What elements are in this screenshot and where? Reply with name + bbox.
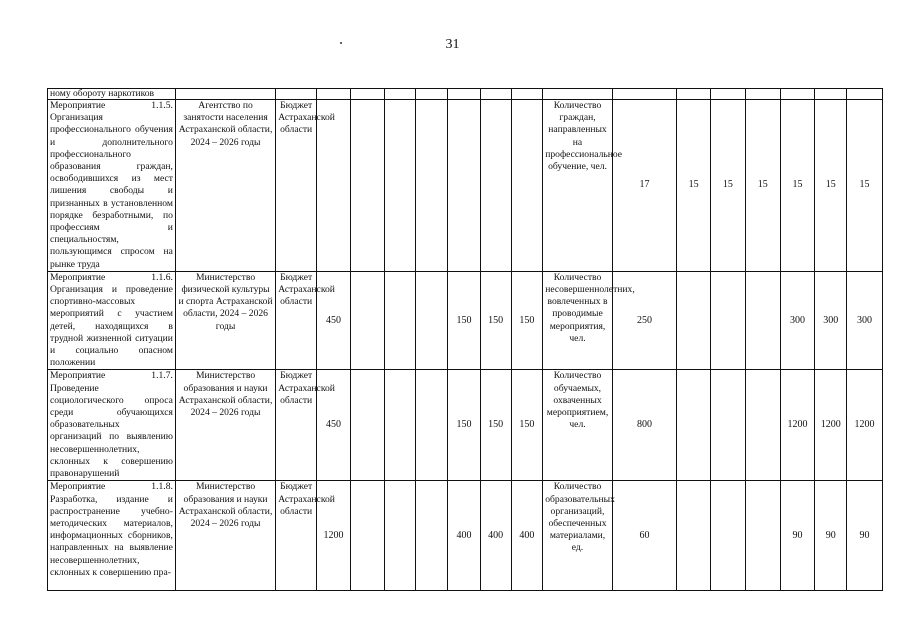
empty-cell <box>543 89 613 100</box>
indicator-cell: Количество граждан, направленных на профессиональное обучение, чел. <box>543 100 613 272</box>
funding-2024-cell <box>448 100 481 272</box>
indicator-value: 15 <box>847 100 883 272</box>
indicator-value: 1200 <box>815 370 847 481</box>
measure-cell: Мероприятие 1.1.5. Организация профессионального обучения и дополнительного профессионального образования граждан, освободившихся из мест лишения свободы и признанных в установленном порядке безработными, по профессиям и специальностям, пользующимся спросом на рынке труда <box>48 100 176 272</box>
indicator-value: 90 <box>847 481 883 591</box>
funding-source-cell: Бюджет Астраханской области <box>276 370 317 481</box>
empty-cell <box>711 89 746 100</box>
empty-cell <box>384 89 416 100</box>
indicator-value: 15 <box>780 100 815 272</box>
indicator-value <box>745 370 780 481</box>
measure-cell: Мероприятие 1.1.8. Разработка, издание и распространение учебно-методических материалов, информационных сборников, направленных на выявление несовершеннолетних, склонных к совершению пра- <box>48 481 176 591</box>
table-row <box>48 271 883 370</box>
funding-2025-cell: 150 <box>480 370 511 481</box>
empty-cell <box>350 100 384 272</box>
measure-cell: Мероприятие 1.1.7. Проведение социологического опроса среди обучающихся образовательных организаций по выявлению несовершеннолетних, склонных к совершению правонарушений <box>48 370 176 481</box>
indicator-value: 15 <box>677 100 711 272</box>
empty-cell <box>745 89 780 100</box>
empty-cell <box>350 481 384 591</box>
funding-source-cell: Бюджет Астраханской области <box>276 481 317 591</box>
indicator-value <box>745 481 780 591</box>
indicator-value: 15 <box>815 100 847 272</box>
page-number: 31 <box>445 37 460 52</box>
funding-2025-cell: 150 <box>480 271 511 370</box>
executor-cell: Министерство физической культуры и спорта Астраханской области, 2024 – 2026 годы <box>175 271 275 370</box>
scan-speck <box>340 42 342 44</box>
funding-2026-cell: 400 <box>511 481 543 591</box>
funding-2024-cell: 150 <box>448 271 481 370</box>
funding-2025-cell: 400 <box>480 481 511 591</box>
empty-cell <box>175 89 275 100</box>
empty-cell <box>276 89 317 100</box>
executor-cell: Министерство образования и науки Астраханской области, 2024 – 2026 годы <box>175 370 275 481</box>
funding-2024-cell: 150 <box>448 370 481 481</box>
empty-cell <box>416 370 448 481</box>
indicator-value: 90 <box>780 481 815 591</box>
indicator-value: 300 <box>847 271 883 370</box>
indicator-value <box>677 370 711 481</box>
indicator-value <box>711 481 746 591</box>
indicator-cell: Количество несовершеннолетних, вовлеченных в проводимые мероприятия, чел. <box>543 271 613 370</box>
empty-cell <box>416 89 448 100</box>
funding-2024-cell: 400 <box>448 481 481 591</box>
indicator-value <box>745 271 780 370</box>
funding-source-cell: Бюджет Астраханской области <box>276 100 317 272</box>
indicator-value <box>677 481 711 591</box>
funding-2025-cell <box>480 100 511 272</box>
empty-cell <box>780 89 815 100</box>
empty-cell <box>480 89 511 100</box>
empty-cell <box>416 481 448 591</box>
indicator-value <box>677 271 711 370</box>
empty-cell <box>416 100 448 272</box>
empty-cell <box>384 481 416 591</box>
table-row-carry-over <box>48 89 883 100</box>
funding-2026-cell <box>511 100 543 272</box>
table-row <box>48 481 883 591</box>
indicator-value <box>711 370 746 481</box>
empty-cell <box>448 89 481 100</box>
funding-total-cell: 1200 <box>317 481 351 591</box>
indicator-base-value: 60 <box>612 481 676 591</box>
empty-cell <box>317 89 351 100</box>
indicator-base-value: 250 <box>612 271 676 370</box>
empty-cell <box>511 89 543 100</box>
indicator-value: 15 <box>711 100 746 272</box>
indicator-value: 1200 <box>780 370 815 481</box>
funding-total-cell <box>317 100 351 272</box>
indicator-value <box>711 271 746 370</box>
empty-cell <box>384 271 416 370</box>
program-measures-table <box>47 88 883 591</box>
empty-cell <box>350 370 384 481</box>
indicator-value: 90 <box>815 481 847 591</box>
indicator-value: 15 <box>745 100 780 272</box>
carry-over-text: ному обороту наркотиков <box>48 89 176 100</box>
indicator-value: 300 <box>780 271 815 370</box>
funding-2026-cell: 150 <box>511 370 543 481</box>
empty-cell <box>612 89 676 100</box>
indicator-cell: Количество обучаемых, охваченных мероприятием, чел. <box>543 370 613 481</box>
funding-source-cell: Бюджет Астраханской области <box>276 271 317 370</box>
empty-cell <box>384 370 416 481</box>
indicator-base-value: 800 <box>612 370 676 481</box>
empty-cell <box>677 89 711 100</box>
empty-cell <box>350 89 384 100</box>
empty-cell <box>416 271 448 370</box>
executor-cell: Агентство по занятости населения Астраханской области, 2024 – 2026 годы <box>175 100 275 272</box>
empty-cell <box>847 89 883 100</box>
indicator-value: 1200 <box>847 370 883 481</box>
executor-cell: Министерство образования и науки Астраханской области, 2024 – 2026 годы <box>175 481 275 591</box>
measure-cell: Мероприятие 1.1.6. Организация и проведение спортивно-массовых мероприятий с участием детей, находящихся в трудной жизненной ситуации и социально опасном положении <box>48 271 176 370</box>
table-row <box>48 100 883 272</box>
indicator-base-value: 17 <box>612 100 676 272</box>
table-row <box>48 370 883 481</box>
funding-2026-cell: 150 <box>511 271 543 370</box>
empty-cell <box>815 89 847 100</box>
indicator-value: 300 <box>815 271 847 370</box>
empty-cell <box>350 271 384 370</box>
funding-total-cell: 450 <box>317 271 351 370</box>
indicator-cell: Количество образовательных организаций, обеспеченных материалами, ед. <box>543 481 613 591</box>
empty-cell <box>384 100 416 272</box>
funding-total-cell: 450 <box>317 370 351 481</box>
